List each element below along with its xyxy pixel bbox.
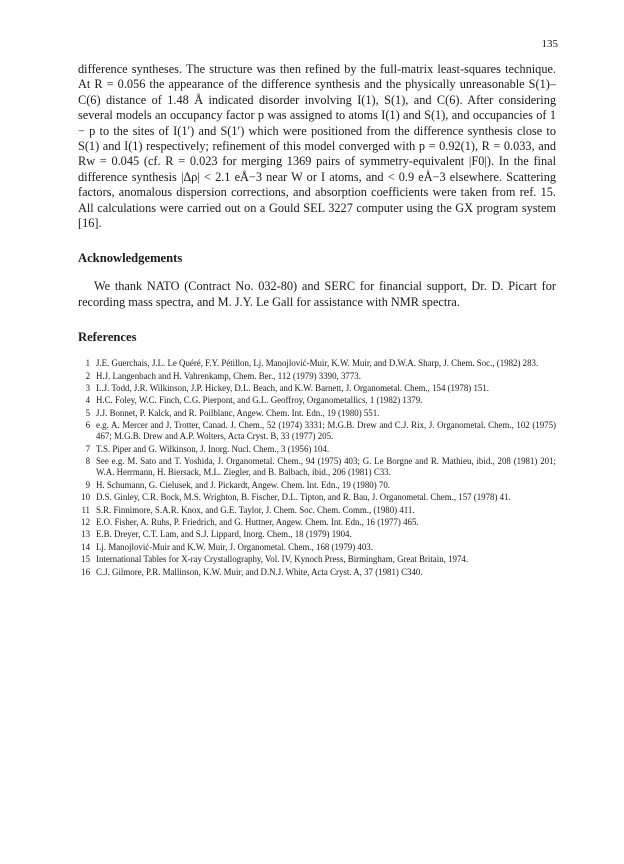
reference-number: 16 bbox=[81, 566, 90, 577]
reference-number: 1 bbox=[85, 358, 90, 369]
reference-number: 13 bbox=[81, 529, 90, 540]
reference-item bbox=[78, 420, 556, 442]
reference-item bbox=[78, 444, 556, 455]
reference-text: International Tables for X-ray Crystallography, Vol. IV, Kynoch Press, Birmingham, Great Britain, 1974. bbox=[96, 554, 469, 565]
reference-item bbox=[78, 408, 556, 419]
reference-text: D.S. Ginley, C.R. Bock, M.S. Wrighton, B. Fischer, D.L. Tipton, and R. Bau, J. Organometal. Chem., 157 (1978) 41. bbox=[96, 492, 511, 503]
reference-number: 9 bbox=[85, 479, 90, 490]
reference-item bbox=[78, 554, 556, 565]
reference-item bbox=[78, 492, 556, 503]
reference-item bbox=[78, 456, 556, 478]
reference-number: 12 bbox=[81, 516, 90, 527]
reference-item bbox=[78, 529, 556, 540]
page-number: 135 bbox=[541, 38, 558, 50]
reference-text: S.R. Finnimore, S.A.R. Knox, and G.E. Taylor, J. Chem. Soc. Chem. Comm., (1980) 411. bbox=[96, 504, 415, 515]
references-heading: References bbox=[78, 330, 137, 345]
acknowledgements-heading: Acknowledgements bbox=[78, 251, 183, 266]
reference-text: J.J. Bonnet, P. Kalck, and R. Poilblanc, Angew. Chem. Int. Edn., 19 (1980) 551. bbox=[96, 407, 380, 418]
reference-text: E.O. Fisher, A. Ruhs, P. Friedrich, and G. Huttner, Angew. Chem. Int. Edn., 16 (1977) 465. bbox=[96, 516, 419, 527]
reference-number: 4 bbox=[85, 395, 90, 406]
reference-number: 15 bbox=[81, 554, 90, 565]
reference-number: 14 bbox=[81, 541, 90, 552]
reference-item bbox=[78, 395, 556, 406]
reference-item bbox=[78, 383, 556, 394]
reference-item bbox=[78, 358, 556, 369]
reference-item bbox=[78, 567, 556, 578]
reference-number: 11 bbox=[81, 504, 90, 515]
reference-item bbox=[78, 542, 556, 553]
acknowledgements-paragraph: We thank NATO (Contract No. 032-80) and SERC for financial support, Dr. D. Picart for recording mass spectra, and M. J.Y. Le Gall for assistance with NMR spectra. bbox=[78, 279, 556, 309]
references-list bbox=[78, 358, 556, 577]
reference-number: 2 bbox=[85, 370, 90, 381]
reference-text: E.B. Dreyer, C.T. Lam, and S.J. Lippard, Inorg. Chem., 18 (1979) 1904. bbox=[96, 529, 352, 540]
reference-number: 3 bbox=[85, 383, 90, 394]
reference-number: 6 bbox=[85, 420, 90, 431]
reference-text: H. Schumann, G. Cielusek, and J. Pickardt, Angew. Chem. Int. Edn., 19 (1980) 70. bbox=[96, 479, 390, 490]
reference-item bbox=[78, 517, 556, 528]
reference-number: 10 bbox=[81, 492, 90, 503]
reference-text: C.J. Gilmore, P.R. Mallinson, K.W. Muir, and D.N.J. White, Acta Cryst. A, 37 (1981) C340. bbox=[96, 566, 423, 577]
reference-item bbox=[78, 371, 556, 382]
reference-text: e.g. A. Mercer and J. Trotter, Canad. J. Chem., 52 (1974) 3331; M.G.B. Drew and C.J. Rix, J. Organometal. Chem., 102 (1975) 467; M.G.B. Drew and A.P. Wolters, Acta Cryst. B, 33 (1977) 205. bbox=[96, 420, 556, 442]
reference-text: H.J. Langenbach and H. Vahrenkamp, Chem. Ber., 112 (1979) 3390, 3773. bbox=[96, 370, 361, 381]
reference-number: 5 bbox=[85, 407, 90, 418]
page-content bbox=[78, 62, 556, 579]
reference-text: See e.g. M. Sato and T. Yoshida, J. Organometal. Chem., 94 (1975) 403; G. Le Borgne and R. Mathieu, ibid., 208 (1981) 201; W.A. Herrmann, H. Biersack, M.L. Ziegler, and B. Balbach, ibid., 206 (1981) C33. bbox=[96, 456, 556, 478]
reference-item bbox=[78, 480, 556, 491]
reference-text: T.S. Piper and G. Wilkinson, J. Inorg. Nucl. Chem., 3 (1956) 104. bbox=[96, 443, 330, 454]
reference-number: 8 bbox=[85, 456, 90, 467]
reference-item bbox=[78, 505, 556, 516]
reference-text: L.J. Todd, J.R. Wilkinson, J.P. Hickey, D.L. Beach, and K.W. Barnett, J. Organometal. Chem., 154 (1978) 151. bbox=[96, 383, 490, 394]
reference-number: 7 bbox=[85, 443, 90, 454]
reference-text: Lj. Manojlović-Muir and K.W. Muir, J. Organometal. Chem., 168 (1979) 403. bbox=[96, 541, 373, 552]
body-paragraph: difference syntheses. The structure was then refined by the full-matrix least-squares technique. At R = 0.056 the appearance of the difference synthesis and the physically unreasonable S(1)–C(6) distance of 1.48 Å indicated disorder involving I(1), S(1), and C(6). After considering several models an occupancy factor p was assigned to atoms I(1) and S(1), and occupancies of 1 − p to the sites of I(1′) and S(1′) which were positioned from the difference synthesis close to S(1) and I(1) respectively; refinement of this model converged with p = 0.92(1), R = 0.033, and Rw = 0.045 (cf. R = 0.023 for merging 1369 pairs of symmetry-equivalent |F0|). In the final difference synthesis |Δρ| < 2.1 eÅ−3 near W or I atoms, and < 0.9 eÅ−3 elsewhere. Scattering factors, anomalous dispersion corrections, and absorption coefficients were taken from ref. 15. All calculations were carried out on a Gould SEL 3227 computer using the GX program system [16]. bbox=[78, 62, 556, 231]
reference-text: H.C. Foley, W.C. Finch, C.G. Pierpont, and G.L. Geoffroy, Organometallics, 1 (1982) 1379. bbox=[96, 395, 423, 406]
reference-text: J.E. Guerchais, J.L. Le Quéré, F.Y. Pétillon, Lj. Manojlović-Muir, K.W. Muir, and D.W.A. Sharp, J. Chem. Soc., (1982) 283. bbox=[96, 358, 539, 369]
